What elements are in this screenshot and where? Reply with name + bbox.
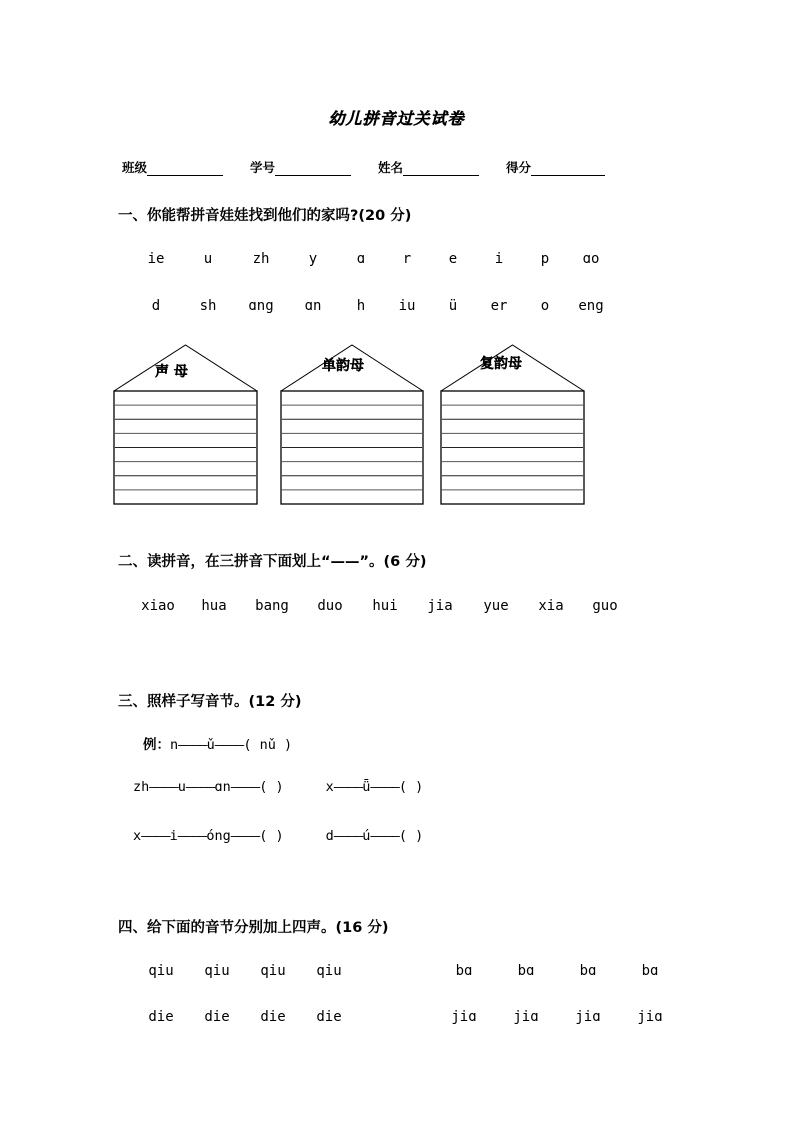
eq-answer-blank[interactable]: ( ) [398, 828, 424, 844]
example-equation [143, 733, 292, 753]
syllable-token-5: jia [427, 598, 453, 614]
section-2-heading: 二、读拼音，在三拼音下面划上“——”。(6 分) [118, 554, 427, 570]
pinyin-token-r2-0: d [151, 298, 161, 314]
eq-dash-1: ———— [333, 779, 363, 795]
tone-token-right-0-2[interactable]: bɑ [579, 963, 597, 979]
house-label-fuyunmu: 复韵母 [480, 356, 522, 372]
equation-0-1[interactable] [326, 779, 424, 795]
eq-dash-2: ———— [177, 828, 207, 844]
house-body [114, 391, 257, 504]
eq-initial: zh [133, 779, 150, 795]
tone-group-left-0 [133, 963, 357, 979]
pinyin-token-r1-7: i [494, 251, 504, 267]
tone-group-left-1 [133, 1009, 357, 1025]
header-field-score [506, 158, 605, 176]
syllable-token-6: yue [483, 598, 509, 614]
eq-dash-1: ———— [333, 828, 363, 844]
syllable-token-1: hua [201, 598, 227, 614]
eq-answer-blank[interactable]: ( ) [259, 779, 284, 795]
header-field-blank[interactable] [403, 162, 479, 176]
header-field-studentid [250, 158, 351, 176]
tone-group-right-1 [433, 1009, 681, 1025]
house-label-danyunmu: 单韵母 [322, 358, 364, 374]
section-4-heading: 四、给下面的音节分别加上四声。(16 分) [118, 920, 389, 936]
example-dash-1: ———— [178, 737, 207, 753]
example-middle: ǔ [206, 737, 215, 753]
eq-dash-1: ———— [141, 828, 170, 844]
tone-token-left-0-0[interactable]: qiu [148, 963, 174, 979]
syllable-token-4: hui [372, 598, 398, 614]
syllable-token-0: xiao [141, 598, 175, 614]
pinyin-token-r1-2: zh [252, 251, 270, 267]
eq-dash-1: ———— [149, 779, 178, 795]
pinyin-token-r1-6: e [448, 251, 458, 267]
pinyin-token-r1-0: ie [147, 251, 165, 267]
tone-token-left-0-1[interactable]: qiu [204, 963, 230, 979]
pinyin-row-1 [130, 251, 614, 267]
pinyin-token-r2-3: ɑn [304, 298, 322, 314]
pinyin-token-r2-6: ü [448, 298, 458, 314]
eq-final: ɑn [214, 779, 231, 795]
pinyin-token-r1-5: r [402, 251, 412, 267]
tone-token-left-1-1[interactable]: die [204, 1009, 230, 1025]
tone-token-right-1-3[interactable]: jiɑ [637, 1009, 663, 1025]
eq-initial: d [325, 828, 334, 844]
pinyin-token-r1-8: p [540, 251, 550, 267]
pinyin-token-r1-9: ɑo [582, 251, 600, 267]
section-3-heading: 三、照样子写音节。(12 分) [118, 694, 302, 710]
pinyin-token-r1-3: y [308, 251, 318, 267]
header-field-label: 班级 [122, 160, 148, 175]
tone-row-2[interactable] [133, 1009, 681, 1025]
pinyin-token-r1-4: ɑ [356, 251, 366, 267]
house-body [281, 391, 423, 504]
house-label-shengmu: 声 母 [155, 364, 188, 380]
tone-token-left-1-2[interactable]: die [260, 1009, 286, 1025]
eq-answer-blank[interactable]: ( ) [259, 828, 284, 844]
tone-row-1[interactable] [133, 963, 681, 979]
section-1-heading: 一、你能帮拼音娃娃找到他们的家吗?(20 分) [118, 208, 412, 224]
syllable-token-7: xia [538, 598, 564, 614]
eq-medial: u [177, 779, 186, 795]
pinyin-token-r2-4: h [356, 298, 366, 314]
eq-final: óng [206, 828, 231, 844]
tone-token-right-0-0[interactable]: bɑ [455, 963, 473, 979]
equation-0-0[interactable] [133, 779, 284, 795]
header-field-label: 得分 [506, 160, 532, 175]
header-field-class [122, 158, 223, 176]
syllable-token-2: bang [255, 598, 289, 614]
syllable-token-3: duo [317, 598, 343, 614]
header-field-name [378, 158, 479, 176]
eq-initial: x [133, 828, 142, 844]
header-fields [122, 158, 682, 180]
syllable-row-sanpinyin [130, 598, 632, 614]
eq-dash-3: ———— [230, 779, 260, 795]
example-dash-2: ———— [214, 737, 244, 753]
equation-row-1[interactable] [133, 779, 423, 795]
tone-token-right-1-2[interactable]: jiɑ [575, 1009, 601, 1025]
equation-1-0[interactable] [133, 828, 284, 844]
header-field-blank[interactable] [275, 162, 351, 176]
pinyin-token-r2-1: sh [199, 298, 217, 314]
tone-token-left-1-0[interactable]: die [148, 1009, 174, 1025]
eq-final: ú [362, 828, 371, 844]
pinyin-token-r2-9: eng [578, 298, 604, 314]
tone-token-right-0-1[interactable]: bɑ [517, 963, 535, 979]
header-field-label: 学号 [250, 160, 276, 175]
tone-group-right-0 [433, 963, 681, 979]
example-prefix: 例： [143, 737, 170, 753]
tone-token-right-1-1[interactable]: jiɑ [513, 1009, 539, 1025]
example-answer: ( nǔ ) [243, 737, 293, 753]
eq-dash-2: ———— [185, 779, 215, 795]
header-field-blank[interactable] [147, 162, 223, 176]
eq-dash-2: ———— [370, 828, 399, 844]
eq-final: ǖ [362, 779, 371, 795]
equation-row-2[interactable] [133, 828, 423, 844]
pinyin-token-r2-2: ɑng [248, 298, 274, 314]
example-initial: n [170, 737, 179, 753]
pinyin-token-r2-7: er [490, 298, 508, 314]
header-field-label: 姓名 [378, 160, 404, 175]
house-body [441, 391, 584, 504]
equation-1-1[interactable] [326, 828, 424, 844]
pinyin-token-r2-5: iu [398, 298, 416, 314]
tone-token-left-0-2[interactable]: qiu [260, 963, 286, 979]
pinyin-row-2 [130, 298, 614, 314]
tone-token-right-1-0[interactable]: jiɑ [451, 1009, 477, 1025]
eq-dash-2: ———— [370, 779, 399, 795]
header-field-blank[interactable] [531, 162, 605, 176]
page-title: 幼儿拼音过关试卷 [328, 109, 465, 128]
eq-answer-blank[interactable]: ( ) [398, 779, 424, 795]
syllable-token-8: guo [592, 598, 618, 614]
eq-initial: x [325, 779, 334, 795]
tone-token-left-1-3[interactable]: die [316, 1009, 342, 1025]
tone-token-left-0-3[interactable]: qiu [316, 963, 342, 979]
pinyin-token-r1-1: u [203, 251, 213, 267]
eq-medial: i [169, 828, 178, 844]
pinyin-token-r2-8: o [540, 298, 550, 314]
eq-dash-3: ———— [230, 828, 260, 844]
tone-token-right-0-3[interactable]: bɑ [641, 963, 659, 979]
